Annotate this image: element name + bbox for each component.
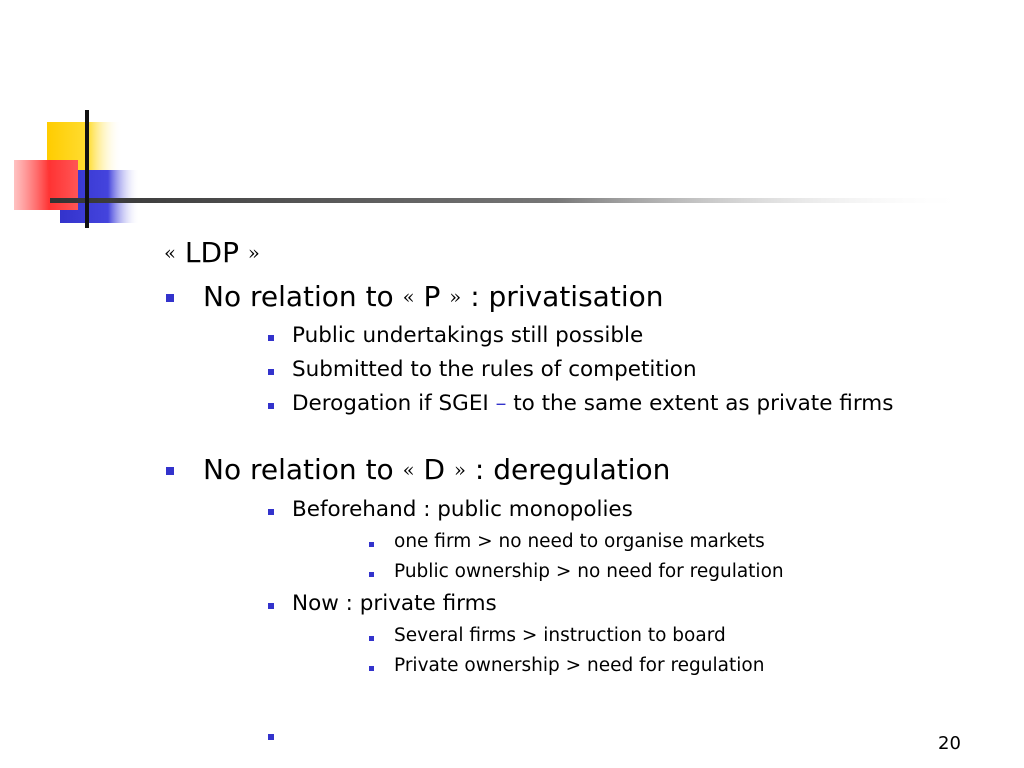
item-mid: D <box>423 453 446 486</box>
title-text: LDP <box>184 236 239 269</box>
item-text: Now : private firms <box>292 591 497 616</box>
close-quote: » <box>453 458 466 482</box>
vertical-rule <box>85 110 89 228</box>
list-item <box>394 531 765 552</box>
dash: – <box>495 391 507 416</box>
list-item <box>394 625 726 646</box>
bullet-icon <box>369 572 374 577</box>
item-text-after: to the same extent as private firms <box>513 391 894 416</box>
open-quote: « <box>164 241 176 265</box>
list-item <box>203 453 670 486</box>
item-text: Public undertakings still possible <box>292 323 644 348</box>
item-text: Several firms > instruction to board <box>394 625 726 646</box>
item-text: Public ownership > no need for regulation <box>394 561 784 582</box>
list-item <box>203 280 663 313</box>
item-text: one firm > no need to organise markets <box>394 531 765 552</box>
bullet-icon <box>268 603 274 609</box>
item-prefix: No relation to <box>203 453 394 486</box>
item-mid: P <box>423 280 441 313</box>
item-prefix: No relation to <box>203 280 394 313</box>
bullet-icon <box>369 636 374 641</box>
open-quote: « <box>402 458 415 482</box>
list-item <box>394 561 784 582</box>
close-quote: » <box>449 285 462 309</box>
open-quote: « <box>402 285 415 309</box>
bullet-icon <box>268 369 274 375</box>
bullet-icon <box>369 542 374 547</box>
list-item <box>292 357 697 382</box>
item-text: Private ownership > need for regulation <box>394 655 765 676</box>
bullet-icon <box>268 335 274 341</box>
bullet-icon <box>268 403 274 409</box>
list-item <box>292 591 497 616</box>
item-suffix: : deregulation <box>474 453 671 486</box>
bullet-icon <box>268 509 274 515</box>
bullet-icon <box>268 734 274 740</box>
slide-decoration <box>0 0 1024 240</box>
horizontal-rule <box>50 198 970 203</box>
slide-title <box>164 236 260 269</box>
item-text: Beforehand : public monopolies <box>292 497 633 522</box>
page-number: 20 <box>938 733 961 754</box>
item-text-before: Derogation if SGEI <box>292 391 489 416</box>
list-item <box>292 323 643 348</box>
item-text: Submitted to the rules of competition <box>292 357 697 382</box>
list-item <box>394 655 764 676</box>
close-quote: » <box>247 241 260 265</box>
bullet-icon <box>166 467 174 475</box>
bullet-icon <box>369 666 374 671</box>
bullet-icon <box>166 294 174 302</box>
list-item <box>292 391 893 416</box>
list-item <box>292 497 633 522</box>
item-suffix: : privatisation <box>470 280 664 313</box>
